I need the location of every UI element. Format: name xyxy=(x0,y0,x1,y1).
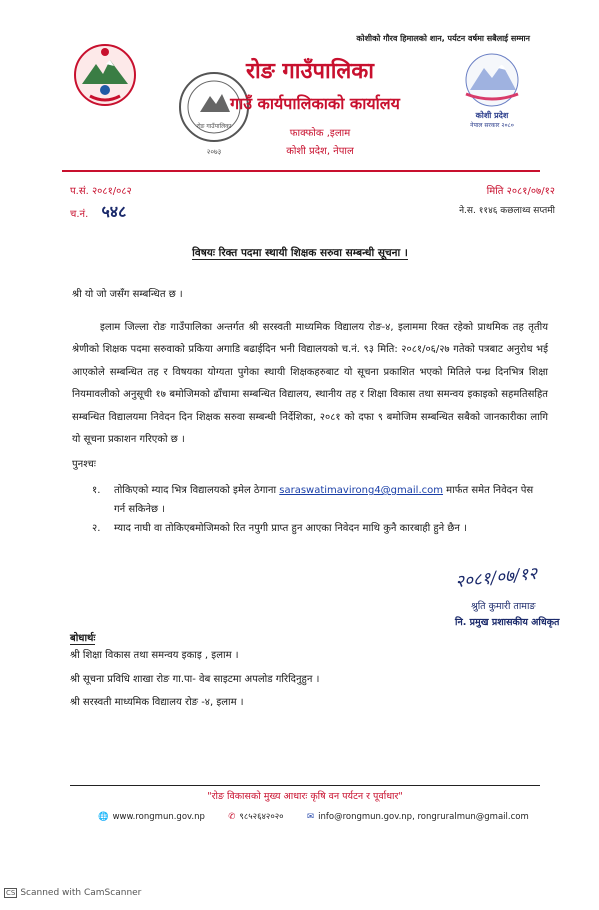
subject-line xyxy=(80,246,520,260)
footer-email[interactable]: info@rongmun.gov.np, rongruralmun@gmail.com xyxy=(318,812,529,822)
body-paragraph: इलाम जिल्ला रोङ गाउँपालिका अन्तर्गत श्री सरस्वती माध्यमिक विद्यालय रोङ-४, इलाममा रिक्त रहेको प्राथमिक तह तृतीय श्रेणीको शिक्षक पदमा सरुवाको प्रकिया अगाडि बढाईदिन भनी विद्यालयको च.नं. ९३ मिति: २०८१/०६/२७ गतेको पत्रबाट अनुरोध भई आएकोले सम्बन्धित तह र विषयका योग्यता पुगेका स्थायी शिक्षकहरुबाट यो सूचना प्रकाशित भएको मितिले पन्ध्र दिनभित्र शिक्षा नियमावलीको अनुसूची १७ बमोजिमको ढाँचामा सम्बन्धित विद्यालय, स्थानीय तह र शिक्षा विकास तथा समन्वय इकाइको सहमतिसहित सम्बन्धित विद्यालयमा निवेदन दिन शिक्षक सरुवा सम्बन्धी निर्देशिका, २०८१ को दफा ९ बमोजिम सम्बन्धित सबैको जानकारीका लागि यो सूचना प्रकाशन गरिएको छ । xyxy=(72,322,548,446)
footer-phone: ९८५२६४२०२० xyxy=(239,812,284,822)
camscanner-icon: CS xyxy=(6,889,16,897)
nepal-emblem-logo xyxy=(70,40,140,110)
postscript-item-number: १. xyxy=(92,485,101,496)
postscript-item-text-end: मार्फत समेत निवेदन पेस गर्न सकिनेछ । xyxy=(114,485,534,515)
cc-label-text: बोधार्थः xyxy=(70,633,96,644)
postscript-item-number: २. xyxy=(92,523,101,534)
cc-item: श्री सरस्वती माध्यमिक विद्यालय रोङ -४, इलाम । xyxy=(70,697,244,708)
school-email-link[interactable]: saraswatimavirong4@gmail.com xyxy=(279,485,443,496)
address-line-1: फाक्फोक ,इलाम xyxy=(289,128,351,139)
svg-text:रोङ गाउँपालिका: रोङ गाउँपालिका xyxy=(196,123,232,130)
salutation: श्री यो जो जसँग सम्बन्धित छ । xyxy=(72,289,183,300)
signatory-name: श्रुति कुमारी तामाङ xyxy=(471,601,536,612)
letter-date: मिति २०८१/०७/१२ xyxy=(486,186,555,197)
globe-icon: 🌐 xyxy=(98,812,109,822)
signatory-title: नि. प्रमुख प्रशासकीय अधिकृत xyxy=(455,617,560,628)
address-line-2: कोशी प्रदेश, नेपाल xyxy=(286,146,354,157)
postscript-label: पुनश्चः xyxy=(72,459,96,470)
cc-item: श्री शिक्षा विकास तथा समन्वय इकाइ , इलाम । xyxy=(70,650,239,661)
cc-label xyxy=(70,630,95,644)
province-logo-subtext: नेपाल सरकार २०८० xyxy=(470,122,514,129)
header-motto: कोशीको गौरव हिमालको शान, पर्यटन वर्षमा सबैलाई सम्मान xyxy=(356,34,530,43)
reference-ch-label: च.नं. xyxy=(70,209,89,220)
reference-ps-number: प.सं. २०८१/०८२ xyxy=(70,186,132,197)
municipality-name: रोङ गाउँपालिका xyxy=(246,59,374,84)
mail-icon: ✉ xyxy=(307,812,315,822)
reference-ch-row xyxy=(70,200,126,222)
subject-text: विषयः रिक्त पदमा स्थायी शिक्षक सरुवा सम्बन्धी सूचना । xyxy=(192,247,408,259)
postscript-item xyxy=(92,481,542,519)
scanner-watermark xyxy=(4,888,141,898)
postscript-item-text: तोकिएको म्याद भित्र विद्यालयको इमेल ठेगाना xyxy=(114,485,280,496)
header-divider xyxy=(62,170,540,172)
svg-text:२०७३: २०७३ xyxy=(206,148,222,156)
reference-ch-number: ५४८ xyxy=(101,202,127,221)
office-name: गाउँ कार्यपालिकाको कार्यालय xyxy=(230,94,400,113)
handwritten-signature: २०८१/०७/१२ xyxy=(454,563,539,593)
province-logo-text: कोशी प्रदेश xyxy=(475,111,509,120)
footer-contacts xyxy=(98,811,529,822)
phone-icon: ✆ xyxy=(228,812,236,822)
scanner-watermark-text: Scanned with CamScanner xyxy=(20,888,142,898)
footer-motto: "रोङ विकासको मुख्य आधारः कृषि वन पर्यटन र पूर्वाधार" xyxy=(207,791,403,802)
cc-item: श्री सूचना प्रविधि शाखा रोङ गा.पा- वेब साइटमा अपलोड गरिदिनुहुन । xyxy=(70,674,320,685)
footer-website[interactable]: www.rongmun.gov.np xyxy=(112,812,205,822)
postscript-item xyxy=(92,519,542,538)
footer-divider xyxy=(70,785,540,786)
postscript-item-text: म्याद नाघी वा तोकिएबमोजिमको रित नपुगी प्राप्त हुन आएका निवेदन माथि कुनै कारबाही हुने छैन । xyxy=(114,523,467,534)
nepal-samvat-date: ने.स. ११४६ कछलाथ्व सप्तमी xyxy=(459,206,555,216)
